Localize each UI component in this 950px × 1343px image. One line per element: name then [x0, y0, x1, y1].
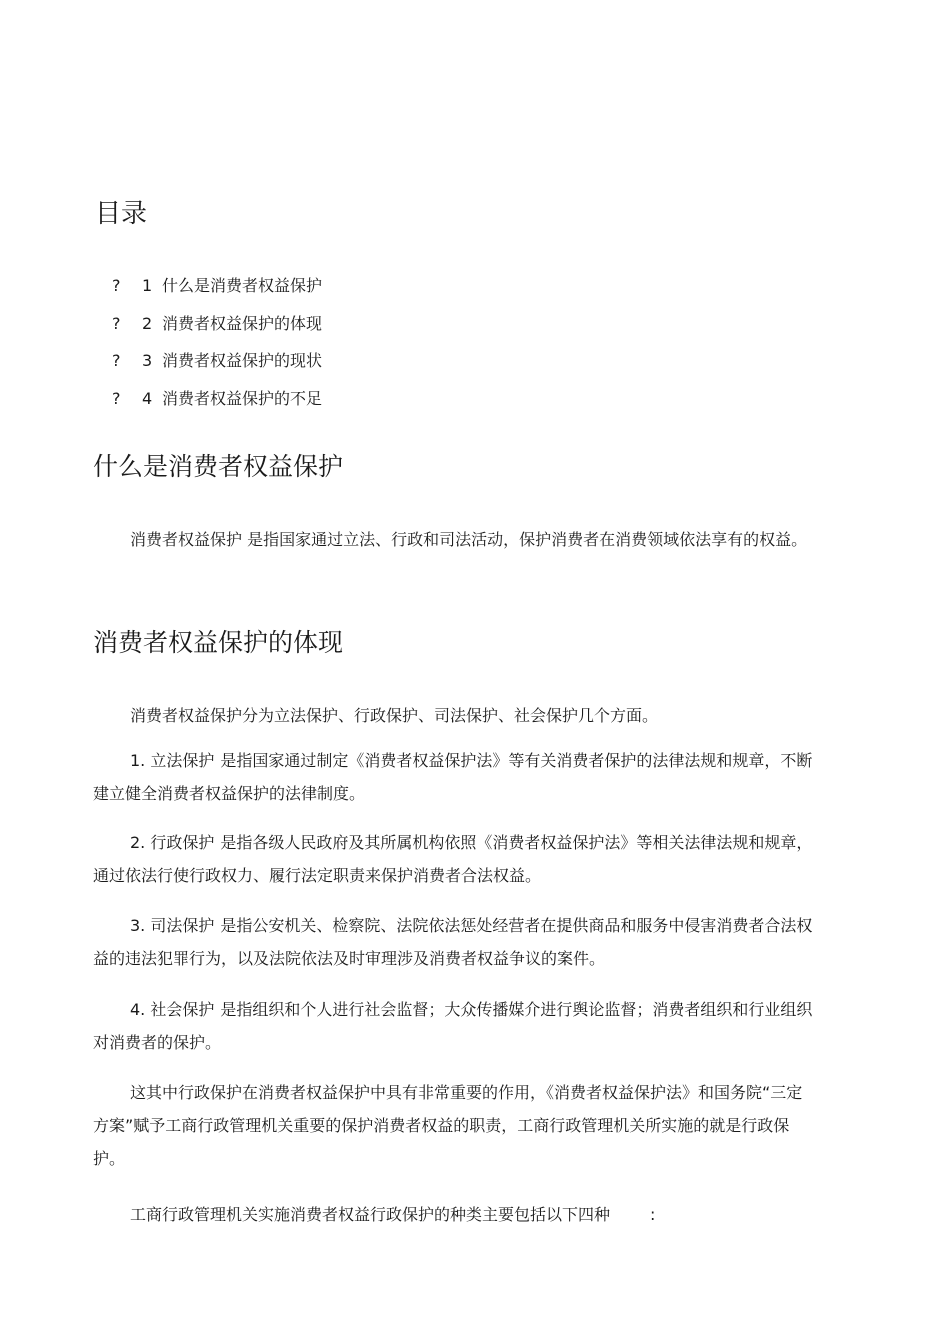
item-paragraph-administrative	[93, 826, 817, 892]
toc-list	[112, 272, 322, 422]
item-lead: 2. 行政保护	[130, 833, 215, 852]
toc-number: 1	[142, 276, 153, 295]
toc-bullet: ?	[112, 276, 121, 295]
toc-label: 消费者权益保护的不足	[162, 388, 323, 408]
item-text: 是指国家通过制定《消费者权益保护法》等有关消费者保护的法律法规和规章，不断建立健全消费者权益保护的法律制度。	[93, 751, 813, 803]
item-text: 是指各级人民政府及其所属机构依照《消费者权益保护法》等相关法律法规和规章，通过依法行使行政权力、履行法定职责来保护消费者合法权益。	[93, 833, 813, 885]
toc-number: 2	[142, 313, 153, 333]
toc-item-2[interactable]	[112, 310, 322, 348]
toc-label: 消费者权益保护的现状	[162, 351, 323, 370]
toc-item-3[interactable]	[112, 347, 322, 385]
item-paragraph-legislative	[93, 744, 817, 810]
admin-importance-paragraph: 这其中行政保护在消费者权益保护中具有非常重要的作用，《消费者权益保护法》和国务院“三定方案”赋予工商行政管理机关重要的保护消费者权益的职责，工商行政管理机关所实施的就是行政保护。	[93, 1083, 803, 1168]
definition-paragraph	[93, 523, 817, 556]
item-paragraph-judicial	[93, 909, 817, 975]
toc-bullet: ?	[112, 313, 121, 333]
definition-lead: 消费者权益保护	[130, 530, 243, 549]
types-paragraph	[93, 1198, 817, 1231]
item-text: 是指公安机关、检察院、法院依法惩处经营者在提供商品和服务中侵害消费者合法权益的违法犯罪行为，以及法院依法及时审理涉及消费者权益争议的案件。	[93, 916, 813, 968]
toc-title: 目录	[95, 199, 148, 229]
section-heading-embodiment: 消费者权益保护的体现	[93, 628, 344, 657]
toc-bullet: ?	[112, 388, 121, 408]
types-text: 工商行政管理机关实施消费者权益行政保护的种类主要包括以下四种	[130, 1205, 611, 1224]
item-lead: 3. 司法保护	[130, 916, 215, 935]
toc-item-4[interactable]	[112, 385, 322, 423]
toc-bullet: ?	[112, 351, 121, 370]
toc-label: 消费者权益保护的体现	[162, 313, 323, 333]
item-paragraph-social	[93, 993, 817, 1059]
item-lead: 4. 社会保护	[130, 1000, 215, 1019]
types-colon: :	[650, 1205, 656, 1224]
item-text: 是指组织和个人进行社会监督；大众传播媒介进行舆论监督；消费者组织和行业组织对消费者的保护。	[93, 1000, 813, 1052]
toc-item-1[interactable]	[112, 272, 322, 310]
toc-number: 3	[142, 351, 153, 370]
intro-paragraph: 消费者权益保护分为立法保护、行政保护、司法保护、社会保护几个方面。	[130, 706, 659, 725]
definition-text: 是指国家通过立法、行政和司法活动，保护消费者在消费领域依法享有的权益。	[242, 530, 808, 549]
section-heading-what-is: 什么是消费者权益保护	[93, 452, 344, 481]
toc-number: 4	[142, 388, 153, 408]
item-lead: 1. 立法保护	[130, 751, 215, 770]
toc-label: 什么是消费者权益保护	[162, 276, 323, 295]
